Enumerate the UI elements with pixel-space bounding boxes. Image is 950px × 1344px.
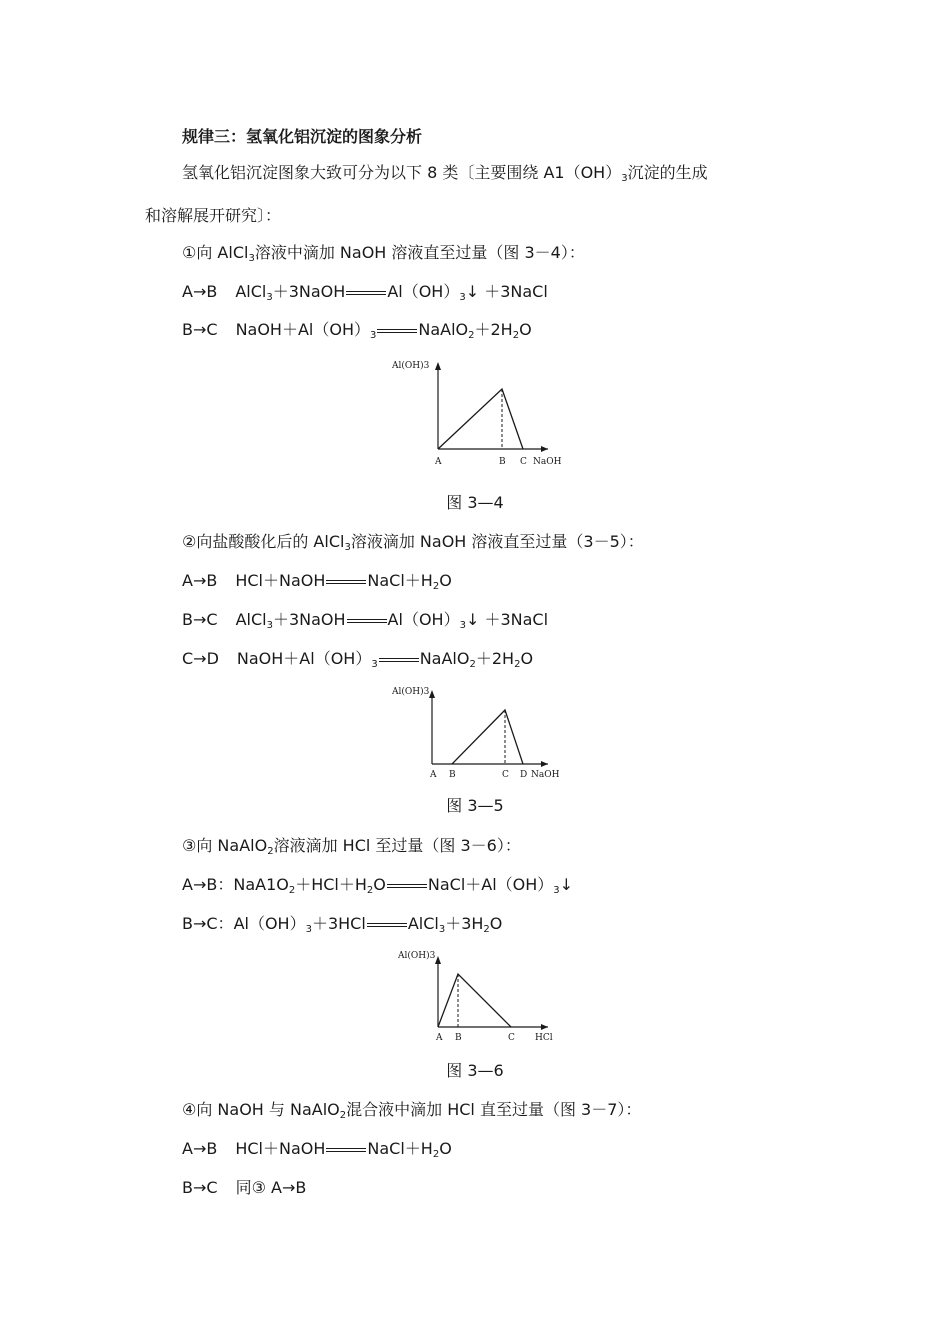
case3-reaction-2: B→C：$Al(OH)_3+3HCl$ $AlCl_3+3H_2O$ [182,914,503,935]
precipitate-curve [438,974,511,1027]
point-label-a: A [435,457,442,467]
case2-reaction-3: C→D $NaOH+Al(OH)_3$ $NaAlO_2+2H_2O$ [182,649,534,670]
intro-line-1: 氢氧化铝沉淀图象大致可分为以下 8 类〔主要围绕 $A1(OH)_3$沉淀的生成 [182,163,708,184]
figure-3-4 [388,356,568,472]
case4-heading: ④向 NaOH 与 NaAlO$_2$混合液中滴加 HCl 直至过量（图 3－7）： [182,1100,642,1121]
point-label-a: A [436,1033,443,1043]
section-title: 规律三：氢氧化铝沉淀的图象分析 [182,127,423,146]
precipitate-curve [438,389,523,449]
case2-reaction-1: A→B HCl＋NaOH $NaCl+H_2O$ [182,571,452,592]
figure-3-6 [388,946,568,1048]
point-label-c: C [520,457,527,467]
case2-reaction-2: B→C AlCl$_3$＋3NaOH $Al(OH)_3↓$ ＋3NaCl [182,610,549,631]
point-label-d: D [520,770,528,780]
x-axis-label: NaOH [531,770,560,780]
precipitate-curve [452,710,523,764]
case1-heading: ①向 AlCl$_3$溶液中滴加 NaOH 溶液直至过量（图 3－4）： [182,243,585,264]
x-axis-arrow [541,1024,548,1030]
case3-heading: ③向 NaAlO$_2$溶液滴加 HCl 至过量（图 3－6）： [182,836,521,857]
figure-caption-3-5: 图 3—5 [446,796,504,815]
point-label-b: B [449,770,456,780]
point-label-b: B [455,1033,462,1043]
x-axis-arrow [541,761,548,767]
case4-reaction-2: B→C 同③ A→B [182,1178,307,1197]
y-axis-label: Al(OH)3 [392,687,430,697]
y-axis-arrow [429,690,435,698]
case1-reaction-1: A→B AlCl$_3$＋3NaOH $Al(OH)_3↓$ ＋3NaCl [182,282,548,303]
figure-caption-3-6: 图 3—6 [446,1061,504,1080]
equals-sign [366,913,408,935]
point-label-a: A [430,770,437,780]
equals-sign [345,281,387,303]
case1-reaction-2: B→C $NaOH+Al(OH)_3$ $NaAlO_2+2H_2O$ [182,320,532,341]
x-axis-label: HCl [535,1033,553,1043]
x-axis-label: NaOH [533,457,562,467]
point-label-c: C [508,1033,515,1043]
x-axis-arrow [541,446,548,452]
equals-sign [325,570,367,592]
case3-reaction-1: A→B：$NaA1O_2+HCl+H_2O$ $NaCl+Al(OH)_3↓$ [182,875,574,896]
y-axis-arrow [435,362,441,370]
point-label-b: B [499,457,506,467]
equals-sign [386,874,428,896]
equals-sign [325,1138,367,1160]
y-axis-label: Al(OH)3 [392,361,430,371]
y-axis-arrow [435,956,441,964]
equals-sign [346,609,388,631]
case2-heading: ②向盐酸酸化后的 AlCl$_3$溶液滴加 NaOH 溶液直至过量（3－5）： [182,532,644,553]
point-label-c: C [502,770,509,780]
figure-3-5 [388,682,568,782]
case4-reaction-1: A→B HCl＋NaOH $NaCl+H_2O$ [182,1139,452,1160]
equals-sign [376,319,418,341]
intro-line-2: 和溶解展开研究〕： [145,206,282,225]
y-axis-label: Al(OH)3 [398,951,436,961]
figure-caption-3-4: 图 3—4 [446,493,504,512]
equals-sign [378,648,420,670]
